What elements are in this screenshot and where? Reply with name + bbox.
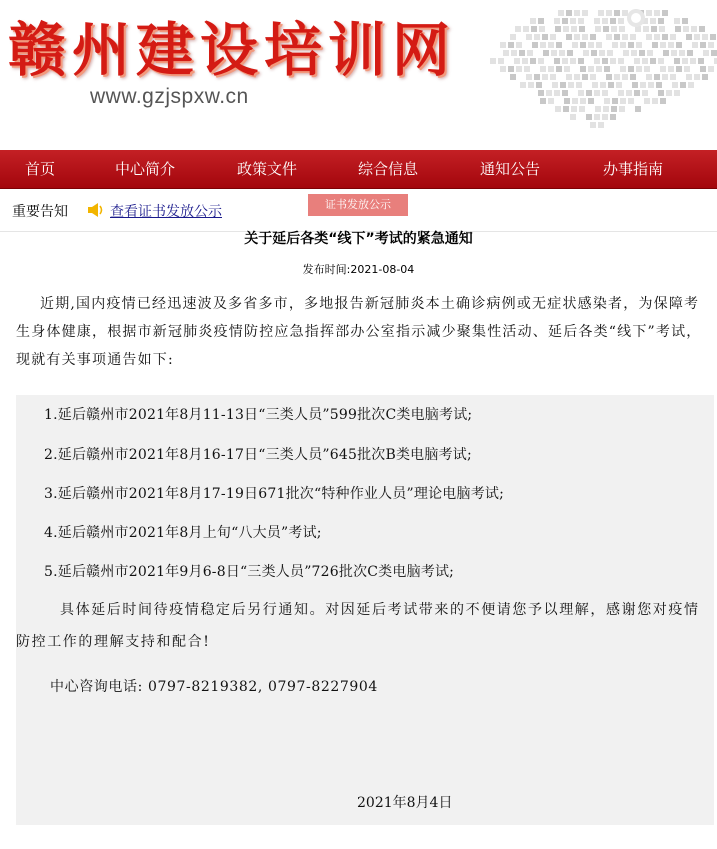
- nav-general-info[interactable]: 综合信息: [357, 160, 418, 178]
- cert-notice-link[interactable]: 查看证书发放公示: [110, 204, 222, 220]
- list-item: 4.延后赣州市2021年8月上旬“八大员”考试;: [44, 525, 322, 541]
- article-note: 具体延后时间待疫情稳定后另行通知。对因延后考试带来的不便请您予以理解，感谢您对疫情防控工作的理解支持和配合!: [16, 602, 700, 650]
- list-item: 2.延后赣州市2021年8月16-17日“三类人员”645批次B类电脑考试;: [44, 447, 472, 463]
- article-intro: 近期,国内疫情已经迅速波及多省多市，多地报告新冠肺炎本土确诊病例或无症状感染者，为保障考生身体健康，根据市新冠肺炎疫情防控应急指挥部办公室指示减少聚集性活动、延后各类“线下”考试，现就有关事项通告如下:: [16, 296, 702, 368]
- site-logo[interactable]: 赣州建设培训网: [8, 16, 457, 84]
- site-url: www.gzjspxw.cn: [90, 85, 249, 108]
- cert-publicity-tag[interactable]: 证书发放公示: [308, 194, 408, 216]
- article-intro-block: [16, 288, 712, 374]
- signature-date: 2021年8月4日: [357, 795, 453, 811]
- nav-guide[interactable]: 办事指南: [602, 160, 663, 178]
- list-item: 3.延后赣州市2021年8月17-19日671批次“特种作业人员”理论电脑考试;: [44, 486, 505, 502]
- main-nav: [0, 150, 717, 189]
- nav-policy[interactable]: 政策文件: [236, 160, 297, 178]
- speaker-icon: [87, 202, 105, 218]
- notice-label: 重要告知: [12, 204, 68, 220]
- list-item: 1.延后赣州市2021年8月11-13日“三类人员”599批次C类电脑考试;: [44, 407, 473, 423]
- contact-phone: 中心咨询电话: 0797-8219382, 0797-8227904: [50, 679, 378, 695]
- publish-time: 发布时间:2021-08-04: [302, 263, 415, 276]
- nav-about[interactable]: 中心简介: [114, 160, 175, 178]
- site-header: [0, 0, 717, 150]
- nav-home[interactable]: 首页: [24, 160, 55, 178]
- article-title: 关于延后各类“线下”考试的紧急通知: [244, 231, 473, 247]
- list-item: 5.延后赣州市2021年9月6-8日“三类人员”726批次C类电脑考试;: [44, 564, 455, 580]
- world-map-decoration: [470, 0, 717, 150]
- nav-announcements[interactable]: 通知公告: [479, 160, 540, 178]
